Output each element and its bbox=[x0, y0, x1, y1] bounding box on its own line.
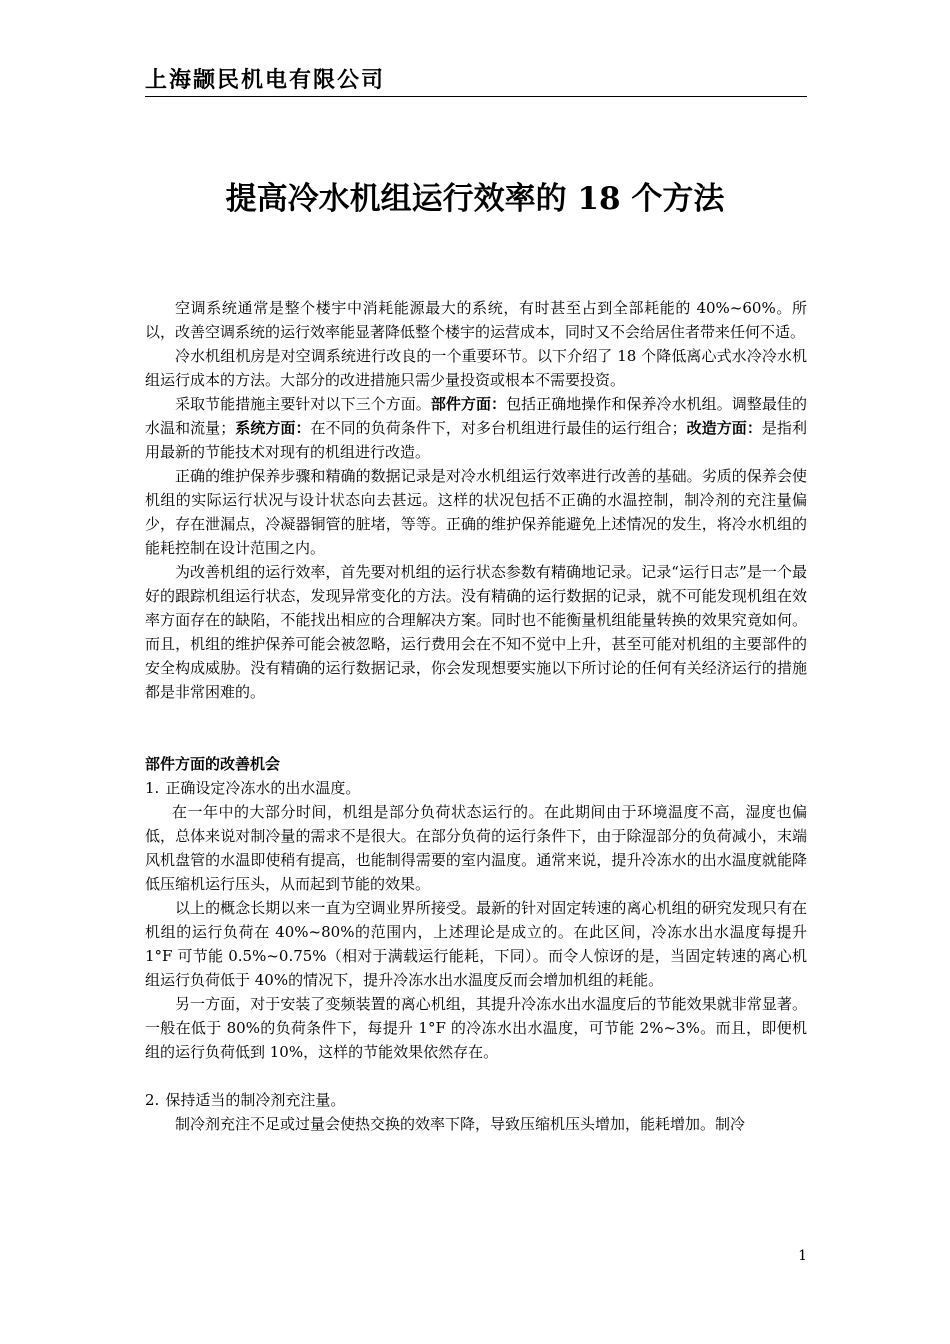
intro-paragraph-2: 冷水机组机房是对空调系统进行改良的一个重要环节。以下介绍了 18 个降低离心式水冷冷水机组运行成本的方法。大部分的改进措施只需少量投资或根本不需要投资。 bbox=[145, 347, 807, 389]
intro-paragraph-1: 空调系统通常是整个楼宇中消耗能源最大的系统，有时甚至占到全部耗能的 40%~60%。所以，改善空调系统的运行效率能显著降低整个楼宇的运营成本，同时又不会给居住者带来任何不适。 bbox=[145, 299, 807, 341]
section-heading: 部件方面的改善机会 bbox=[145, 755, 281, 773]
item-1-paragraph-1: 在一年中的大部分时间，机组是部分负荷状态运行的。在此期间由于环境温度不高，湿度也偏低，总体来说对制冷量的需求不是很大。在部分负荷的运行条件下，由于除湿部分的负荷减小，末端风机盘管的水温即使稍有提高，也能制得需要的室内温度。通常来说，提升冷冻水的出水温度就能降低压缩机运行压头，从而起到节能的效果。 bbox=[145, 803, 807, 893]
intro-paragraph-4: 正确的维护保养步骤和精确的数据记录是对冷水机组运行效率进行改善的基础。劣质的保养会使机组的实际运行状况与设计状态向去甚远。这样的状况包括不正确的水温控制，制冷剂的充注量偏少，存在泄漏点，冷凝器铜管的脏堵，等等。正确的维护保养能避免上述情况的发生，将冷水机组的能耗控制在设计范围之内。 bbox=[145, 467, 807, 557]
item-1-paragraph-3: 另一方面，对于安装了变频装置的离心机组，其提升冷冻水出水温度后的节能效果就非常显著。一般在低于 80%的负荷条件下，每提升 1°F 的冷冻水出水温度，可节能 2%~3%。而且，即便机组的运行负荷低到 10%，这样的节能效果依然存在。 bbox=[145, 995, 807, 1061]
intro-p3-bold-retrofit: 改造方面： bbox=[686, 419, 762, 437]
item-2-title bbox=[145, 1088, 807, 1112]
intro-paragraph-5: 为改善机组的运行效率，首先要对机组的运行状态参数有精确地记录。记录“运行日志”是一个最好的跟踪机组运行状态，发现异常变化的方法。没有精确的运行数据的记录，就不可能发现机组在效率方面存在的缺陷，不能找出相应的合理解决方案。同时也不能衡量机组能量转换的效果究竟如何。而且，机组的维护保养可能会被忽略，运行费用会在不知不觉中上升，甚至可能对机组的主要部件的安全构成威胁。没有精确的运行数据记录，你会发现想要实施以下所讨论的任何有关经济运行的措施都是非常困难的。 bbox=[145, 563, 807, 701]
item-2-title-text: 保持适当的制冷剂充注量。 bbox=[165, 1091, 346, 1109]
item-1-number: 1. bbox=[145, 779, 160, 797]
page-number: 1 bbox=[798, 1248, 807, 1264]
item-1-title bbox=[145, 776, 807, 800]
document-body bbox=[145, 296, 807, 1136]
intro-paragraph-3 bbox=[145, 392, 807, 464]
item-2-paragraph-1: 制冷剂充注不足或过量会使热交换的效率下降，导致压缩机压头增加，能耗增加。制冷 bbox=[175, 1115, 746, 1133]
intro-p3-bold-system: 系统方面： bbox=[235, 419, 311, 437]
company-name: 上海颛民机电有限公司 bbox=[145, 68, 386, 93]
item-2-number: 2. bbox=[145, 1091, 160, 1109]
item-1-title-text: 正确设定冷冻水的出水温度。 bbox=[165, 779, 361, 797]
item-1-paragraph-2: 以上的概念长期以来一直为空调业界所接受。最新的针对固定转速的离心机组的研究发现只有在机组的运行负荷在 40%~80%的范围内，上述理论是成立的。在此区间，冷冻水出水温度每提升 1°F 可节能 0.5%~0.75%（相对于满载运行能耗，下同）。而令人惊讶的是，当固定转速的离心机组运行负荷低于 40%的情况下，提升冷冻水出水温度反而会增加机组的耗能。 bbox=[145, 899, 807, 989]
page-header bbox=[145, 66, 807, 97]
intro-p3-text-3: 在不同的负荷条件下，对多台机组进行最佳的运行组合； bbox=[310, 419, 687, 437]
spacer bbox=[145, 1064, 807, 1088]
intro-p3-text-1: 采取节能措施主要针对以下三个方面。 bbox=[175, 395, 431, 413]
intro-p3-bold-components: 部件方面： bbox=[430, 395, 507, 413]
spacer bbox=[145, 704, 807, 752]
intro-p3-text-2: 包括正确地操作和保养冷水机组。调整最佳的水温和流量； bbox=[145, 395, 807, 437]
document-title: 提高冷水机组运行效率的 18 个方法 bbox=[225, 181, 725, 217]
intro-p3-text-4: 是指利用最新的节能技术对现有的机组进行改造。 bbox=[145, 419, 807, 461]
